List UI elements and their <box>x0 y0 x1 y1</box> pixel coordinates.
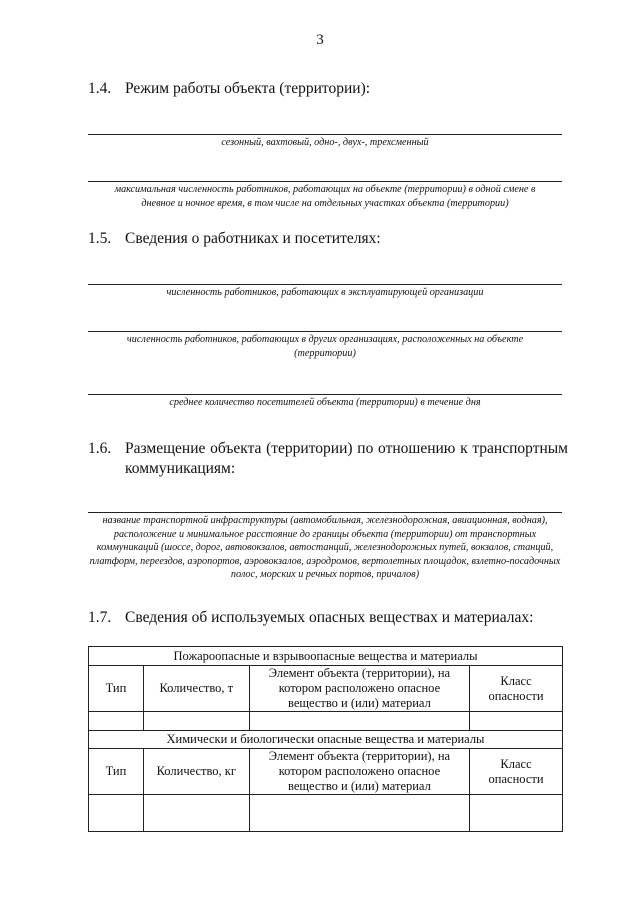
header-element: Элемент объекта (территории), на котором расположено опасное вещество и (или) материал <box>249 666 469 712</box>
header-hazard-class: Класс опасности <box>470 666 563 712</box>
field-caption: максимальная численность работников, работающих на объекте (территории) в одной смене в дневное и ночное время, в том числе на отдельных участках объекта (территории) <box>114 184 536 209</box>
table-cell[interactable] <box>249 795 469 832</box>
header-type: Тип <box>89 749 144 795</box>
header-quantity: Количество, кг <box>143 749 249 795</box>
header-element: Элемент объекта (территории), на котором расположено опасное вещество и (или) материал <box>249 749 469 795</box>
table-cell[interactable] <box>143 712 249 731</box>
hazardous-substances-table <box>88 646 563 832</box>
header-quantity: Количество, т <box>143 666 249 712</box>
field-caption: численность работников, работающих в других организациях, расположенных на объекте (территории) <box>126 334 524 359</box>
field-caption: среднее количество посетителей объекта (территории) в течение дня <box>169 397 481 408</box>
table-group-title: Химически и биологически опасные вещества и материалы <box>89 731 563 749</box>
header-type: Тип <box>89 666 144 712</box>
field-caption: сезонный, вахтовый, одно-, двух-, трехсменный <box>221 137 429 148</box>
section-number: 1.5. <box>88 230 112 247</box>
table-cell[interactable] <box>249 712 469 731</box>
section-number: 1.6. <box>88 440 112 457</box>
field-caption: численность работников, работающих в эксплуатирующей организации <box>166 287 484 298</box>
table-group-title-row <box>89 731 563 749</box>
section-title: Режим работы объекта (территории): <box>125 80 371 97</box>
fill-in-line[interactable] <box>88 284 562 285</box>
table-cell[interactable] <box>470 795 563 832</box>
section-title: Сведения о работниках и посетителях: <box>125 230 381 247</box>
table-cell[interactable] <box>89 795 144 832</box>
page-number: 3 <box>316 32 324 48</box>
table-cell[interactable] <box>89 712 144 731</box>
section-title: Размещение объекта (территории) по отношению к транспортным коммуникациям: <box>125 440 568 477</box>
table-group-title: Пожароопасные и взрывоопасные вещества и материалы <box>89 647 563 666</box>
section-title: Сведения об используемых опасных веществах и материалах: <box>125 609 534 626</box>
fill-in-line[interactable] <box>88 181 562 182</box>
fill-in-line[interactable] <box>88 394 562 395</box>
fill-in-line[interactable] <box>88 331 562 332</box>
fill-in-line[interactable] <box>88 512 562 513</box>
section-number: 1.4. <box>88 80 112 97</box>
field-caption: название транспортной инфраструктуры (автомобильная, железнодорожная, авиационная, водная), расположение и минимальное расстояние до границы объекта (территории) от транспортных коммуникаций (шоссе, дорог, автовокзалов, автостанций, железнодорожных путей, вокзалов, станций, платформ, переездов, аэропортов, аэровокзалов, аэродромов, вертолетных площадок, взлетно-посадочных полос, морских и речных портов, причалов) <box>89 515 561 580</box>
fill-in-line[interactable] <box>88 134 562 135</box>
table-cell[interactable] <box>143 795 249 832</box>
table-group-title-row <box>89 647 563 666</box>
table-row <box>89 795 563 832</box>
section-number: 1.7. <box>88 609 112 626</box>
table-header-row <box>89 749 563 795</box>
table-row <box>89 712 563 731</box>
table-cell[interactable] <box>470 712 563 731</box>
table-header-row <box>89 666 563 712</box>
header-hazard-class: Класс опасности <box>470 749 563 795</box>
